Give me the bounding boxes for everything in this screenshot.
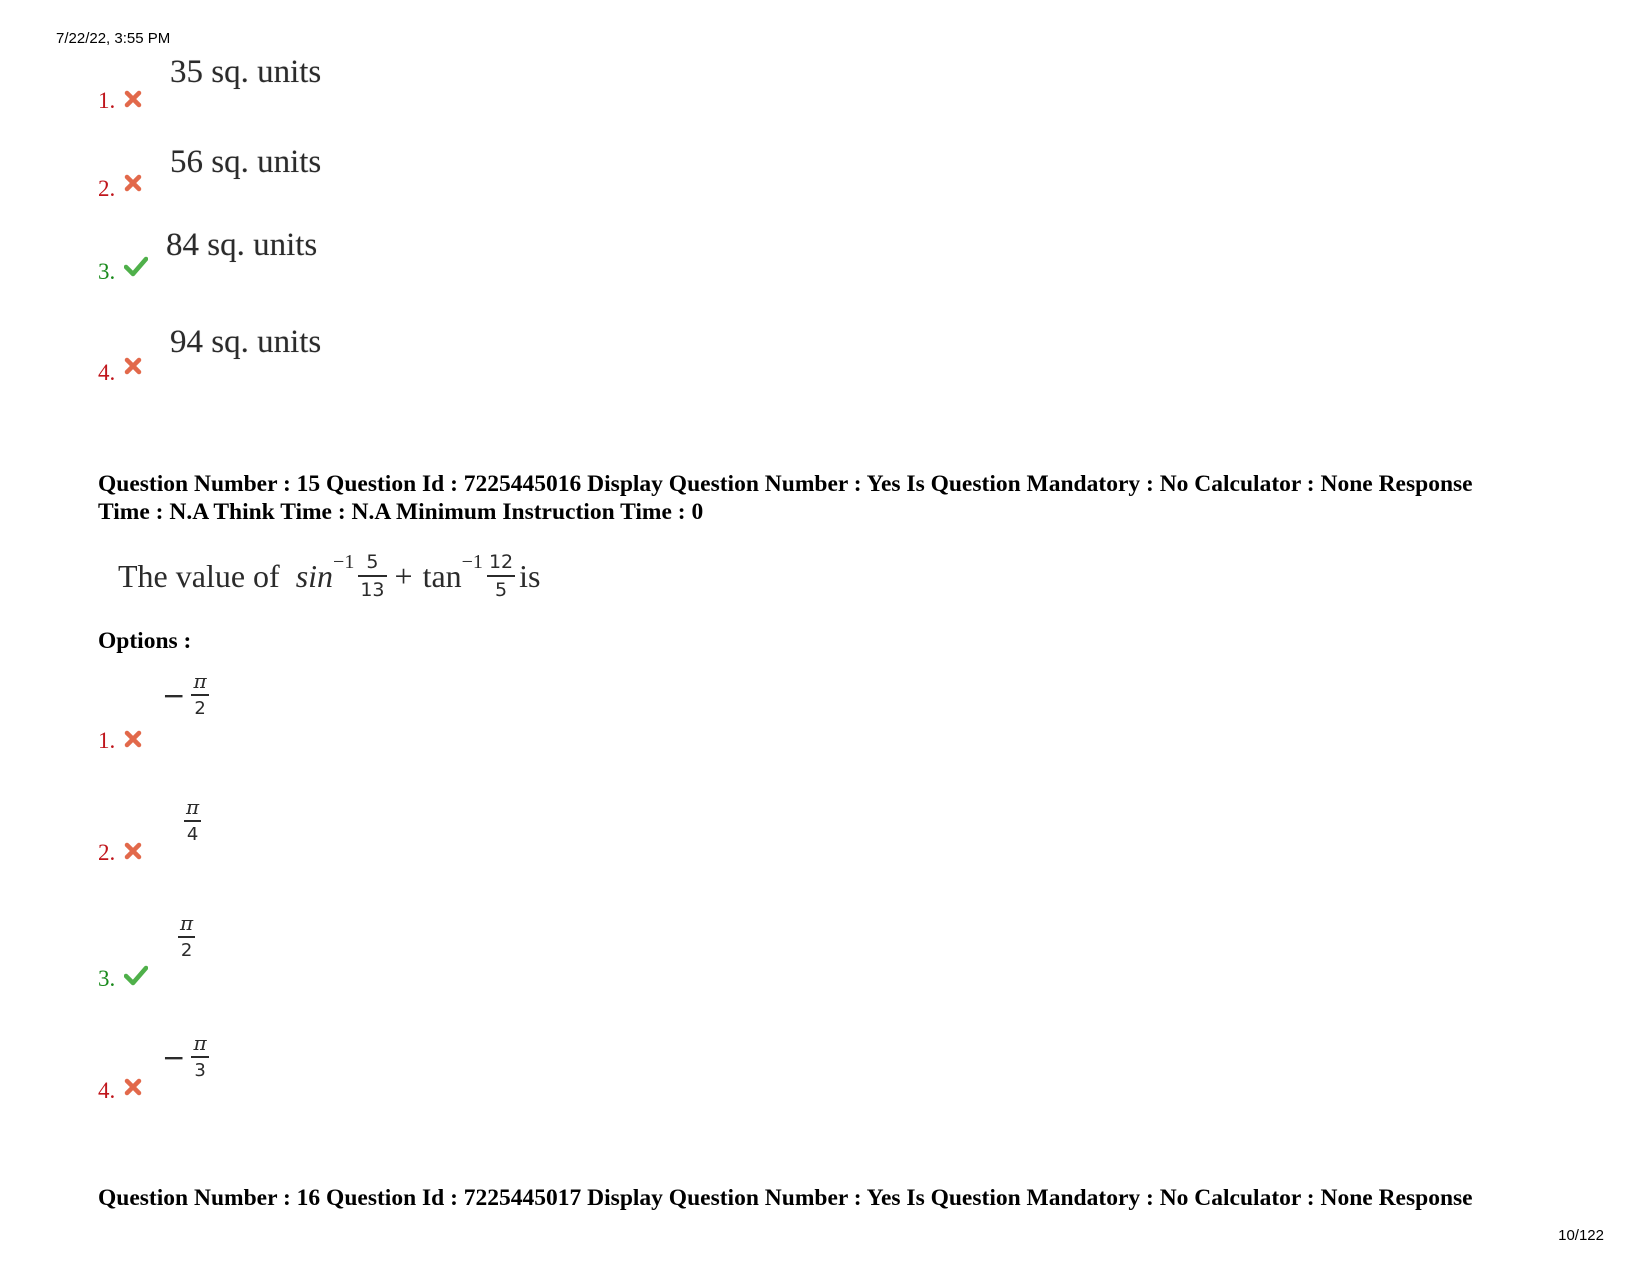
plus-sign: +: [394, 557, 413, 594]
numerator: π: [193, 669, 207, 693]
option-value: 94 sq. units: [170, 324, 322, 360]
option-number: 1.: [98, 88, 116, 113]
fraction: [191, 1032, 208, 1082]
math-sin: sin: [295, 557, 334, 594]
cross-icon: [124, 174, 146, 196]
check-icon: [124, 964, 148, 991]
numerator: 12: [488, 551, 514, 573]
math-exponent: −1: [461, 550, 483, 573]
meta-line: Time : N.A Think Time : N.A Minimum Instruction Time : 0: [98, 499, 704, 525]
fraction: [487, 551, 515, 601]
cross-icon: [124, 842, 142, 865]
options-label: Options :: [98, 628, 192, 654]
question-prefix: The value of: [118, 557, 280, 594]
option-value: 84 sq. units: [166, 227, 318, 263]
cross-icon: [124, 1078, 142, 1101]
denominator: 13: [360, 579, 385, 601]
option-math: [178, 796, 205, 846]
option-number: 3.: [98, 966, 116, 991]
cross-icon: [124, 730, 142, 753]
fraction: [191, 670, 208, 720]
numerator: π: [193, 1031, 207, 1055]
option-number: 1.: [98, 728, 116, 753]
question-text: [118, 538, 540, 614]
question-suffix: is: [519, 557, 541, 594]
numerator: π: [180, 911, 194, 935]
option-number: 2.: [98, 840, 116, 865]
option-math: [162, 670, 213, 720]
minus-sign: −: [162, 678, 186, 712]
denominator: 2: [180, 940, 193, 961]
cross-icon: [124, 357, 146, 379]
denominator: 3: [194, 1060, 206, 1081]
math-exponent: −1: [333, 550, 355, 573]
print-timestamp: 7/22/22, 3:55 PM: [56, 30, 171, 47]
meta-line: Question Number : 16 Question Id : 7225445017 Display Question Number : Yes Is Question Mandatory : No Calculator : None Response: [98, 1185, 1473, 1211]
numerator: π: [186, 795, 200, 819]
numerator: 5: [366, 551, 379, 573]
denominator: 5: [494, 579, 508, 601]
option-math: [162, 1032, 213, 1082]
option-number: 2.: [98, 176, 116, 201]
minus-sign: −: [162, 1040, 186, 1074]
option-number: 4.: [98, 1078, 116, 1103]
option-number: 3.: [98, 259, 116, 284]
meta-line: Question Number : 15 Question Id : 7225445016 Display Question Number : Yes Is Question Mandatory : No Calculator : None Response: [98, 471, 1473, 497]
math-tan: tan: [422, 557, 462, 594]
page-number: 10/122: [1558, 1227, 1604, 1244]
option-value: 35 sq. units: [170, 54, 322, 90]
check-icon: [124, 255, 146, 277]
option-math: [172, 912, 199, 962]
denominator: 2: [194, 698, 206, 719]
option-value: 56 sq. units: [170, 144, 322, 180]
cross-icon: [124, 90, 146, 112]
question-16-meta: [98, 1184, 1568, 1212]
option-number: 4.: [98, 360, 116, 385]
fraction: [178, 912, 195, 962]
fraction: [358, 551, 386, 601]
question-15-meta: [98, 470, 1568, 526]
fraction: [184, 796, 201, 846]
denominator: 4: [186, 824, 199, 845]
